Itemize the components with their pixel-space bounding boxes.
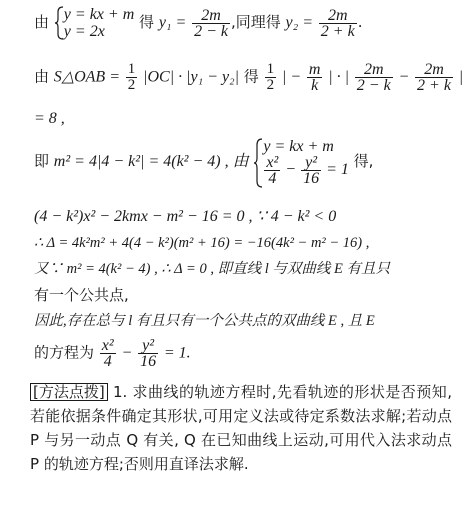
fraction: $\frac{2m}{2 - k}$ bbox=[356, 61, 391, 94]
fraction: $\frac{\text{x²}}{4}$ bbox=[266, 154, 279, 187]
equation-line-8: 有一个公共点, bbox=[34, 286, 129, 304]
fraction: $\frac{\text{x²}}{4}$ bbox=[101, 337, 114, 370]
fraction: $\frac{1}{2}$ bbox=[127, 61, 136, 93]
equation-system: y = kx + m y = 2x bbox=[54, 6, 134, 40]
fraction: $\frac{2m}{2 + k}$ bbox=[320, 6, 355, 40]
fraction: $\frac{\text{y²}}{16}$ bbox=[140, 337, 157, 370]
left-brace-icon bbox=[253, 138, 263, 188]
equation-line-10: 的方程为 $\frac{\text{x²}}{4}$ − $\frac{\text{y²}}{16}$ = 1. bbox=[34, 337, 191, 370]
equation-line-1: 由 y = kx + m y = 2x 得 y₁ = $\frac{2m}{2 - k}$ ,同理得 y₂ = $\frac{2m}{2 + k}$ . bbox=[34, 6, 363, 40]
fraction: $\frac{2m}{2 - k}$ bbox=[194, 6, 228, 40]
equation-line-6: ∴ Δ = 4k²m² + 4(4 − k²)(m² + 16) = −16(4k² − m² − 16) , bbox=[34, 235, 370, 251]
equation-line-7: 又∵ m² = 4(k² − 4) , ∴ Δ = 0 , 即直线 l 与双曲线 E 有且只 bbox=[34, 261, 390, 277]
method-text: 1. 求曲线的轨迹方程时,先看轨迹的形状是否预知,若能依据条件确定其形状,可用定义法或待定系数法求解;若动点 P 与另一动点 Q 有关, Q 在已知曲线上运动,可用代入法求动点 P 的轨迹方程;否则用直译法求解. bbox=[30, 383, 452, 473]
fraction: $\frac{2m}{2 + k}$ bbox=[417, 61, 451, 94]
equation-line-3: = 8 , bbox=[34, 110, 65, 127]
equation-line-5: (4 − k²)x² − 2kmx − m² − 16 = 0 , ∵ 4 − k² < 0 bbox=[34, 208, 337, 225]
equation-line-4: 即 m² = 4|4 − k²| = 4(k² − 4) , 由 y = kx + m $\frac{\text{x²}}{4}$ − $\frac{\text{y²}}{16}$ = 1 得, bbox=[34, 138, 374, 187]
left-brace-icon bbox=[54, 6, 64, 40]
fraction: $\frac{\text{y²}}{16}$ bbox=[303, 154, 320, 187]
fraction: $\frac{1}{2}$ bbox=[266, 61, 275, 93]
method-tip-paragraph bbox=[30, 380, 452, 476]
fraction: $\frac{m}{k}$ bbox=[308, 61, 321, 94]
equation-system: y = kx + m $\frac{\text{x²}}{4}$ − $\frac{\text{y²}}{16}$ = 1 bbox=[253, 138, 349, 186]
equation-line-9: 因此,存在总与 l 有且只有一个公共点的双曲线 E , 且 E bbox=[34, 313, 375, 329]
method-tag: [方法点拨] bbox=[30, 383, 108, 401]
equation-line-2: 由 S△OAB = $\frac{1}{2}$ |OC| · |y₁ − y₂| 得 $\frac{1}{2}$ | − $\frac{m}{k}$ | · | $\frac{2m}{2 - k}$ − $\frac{2m}{2 + k}$ | bbox=[34, 61, 463, 94]
